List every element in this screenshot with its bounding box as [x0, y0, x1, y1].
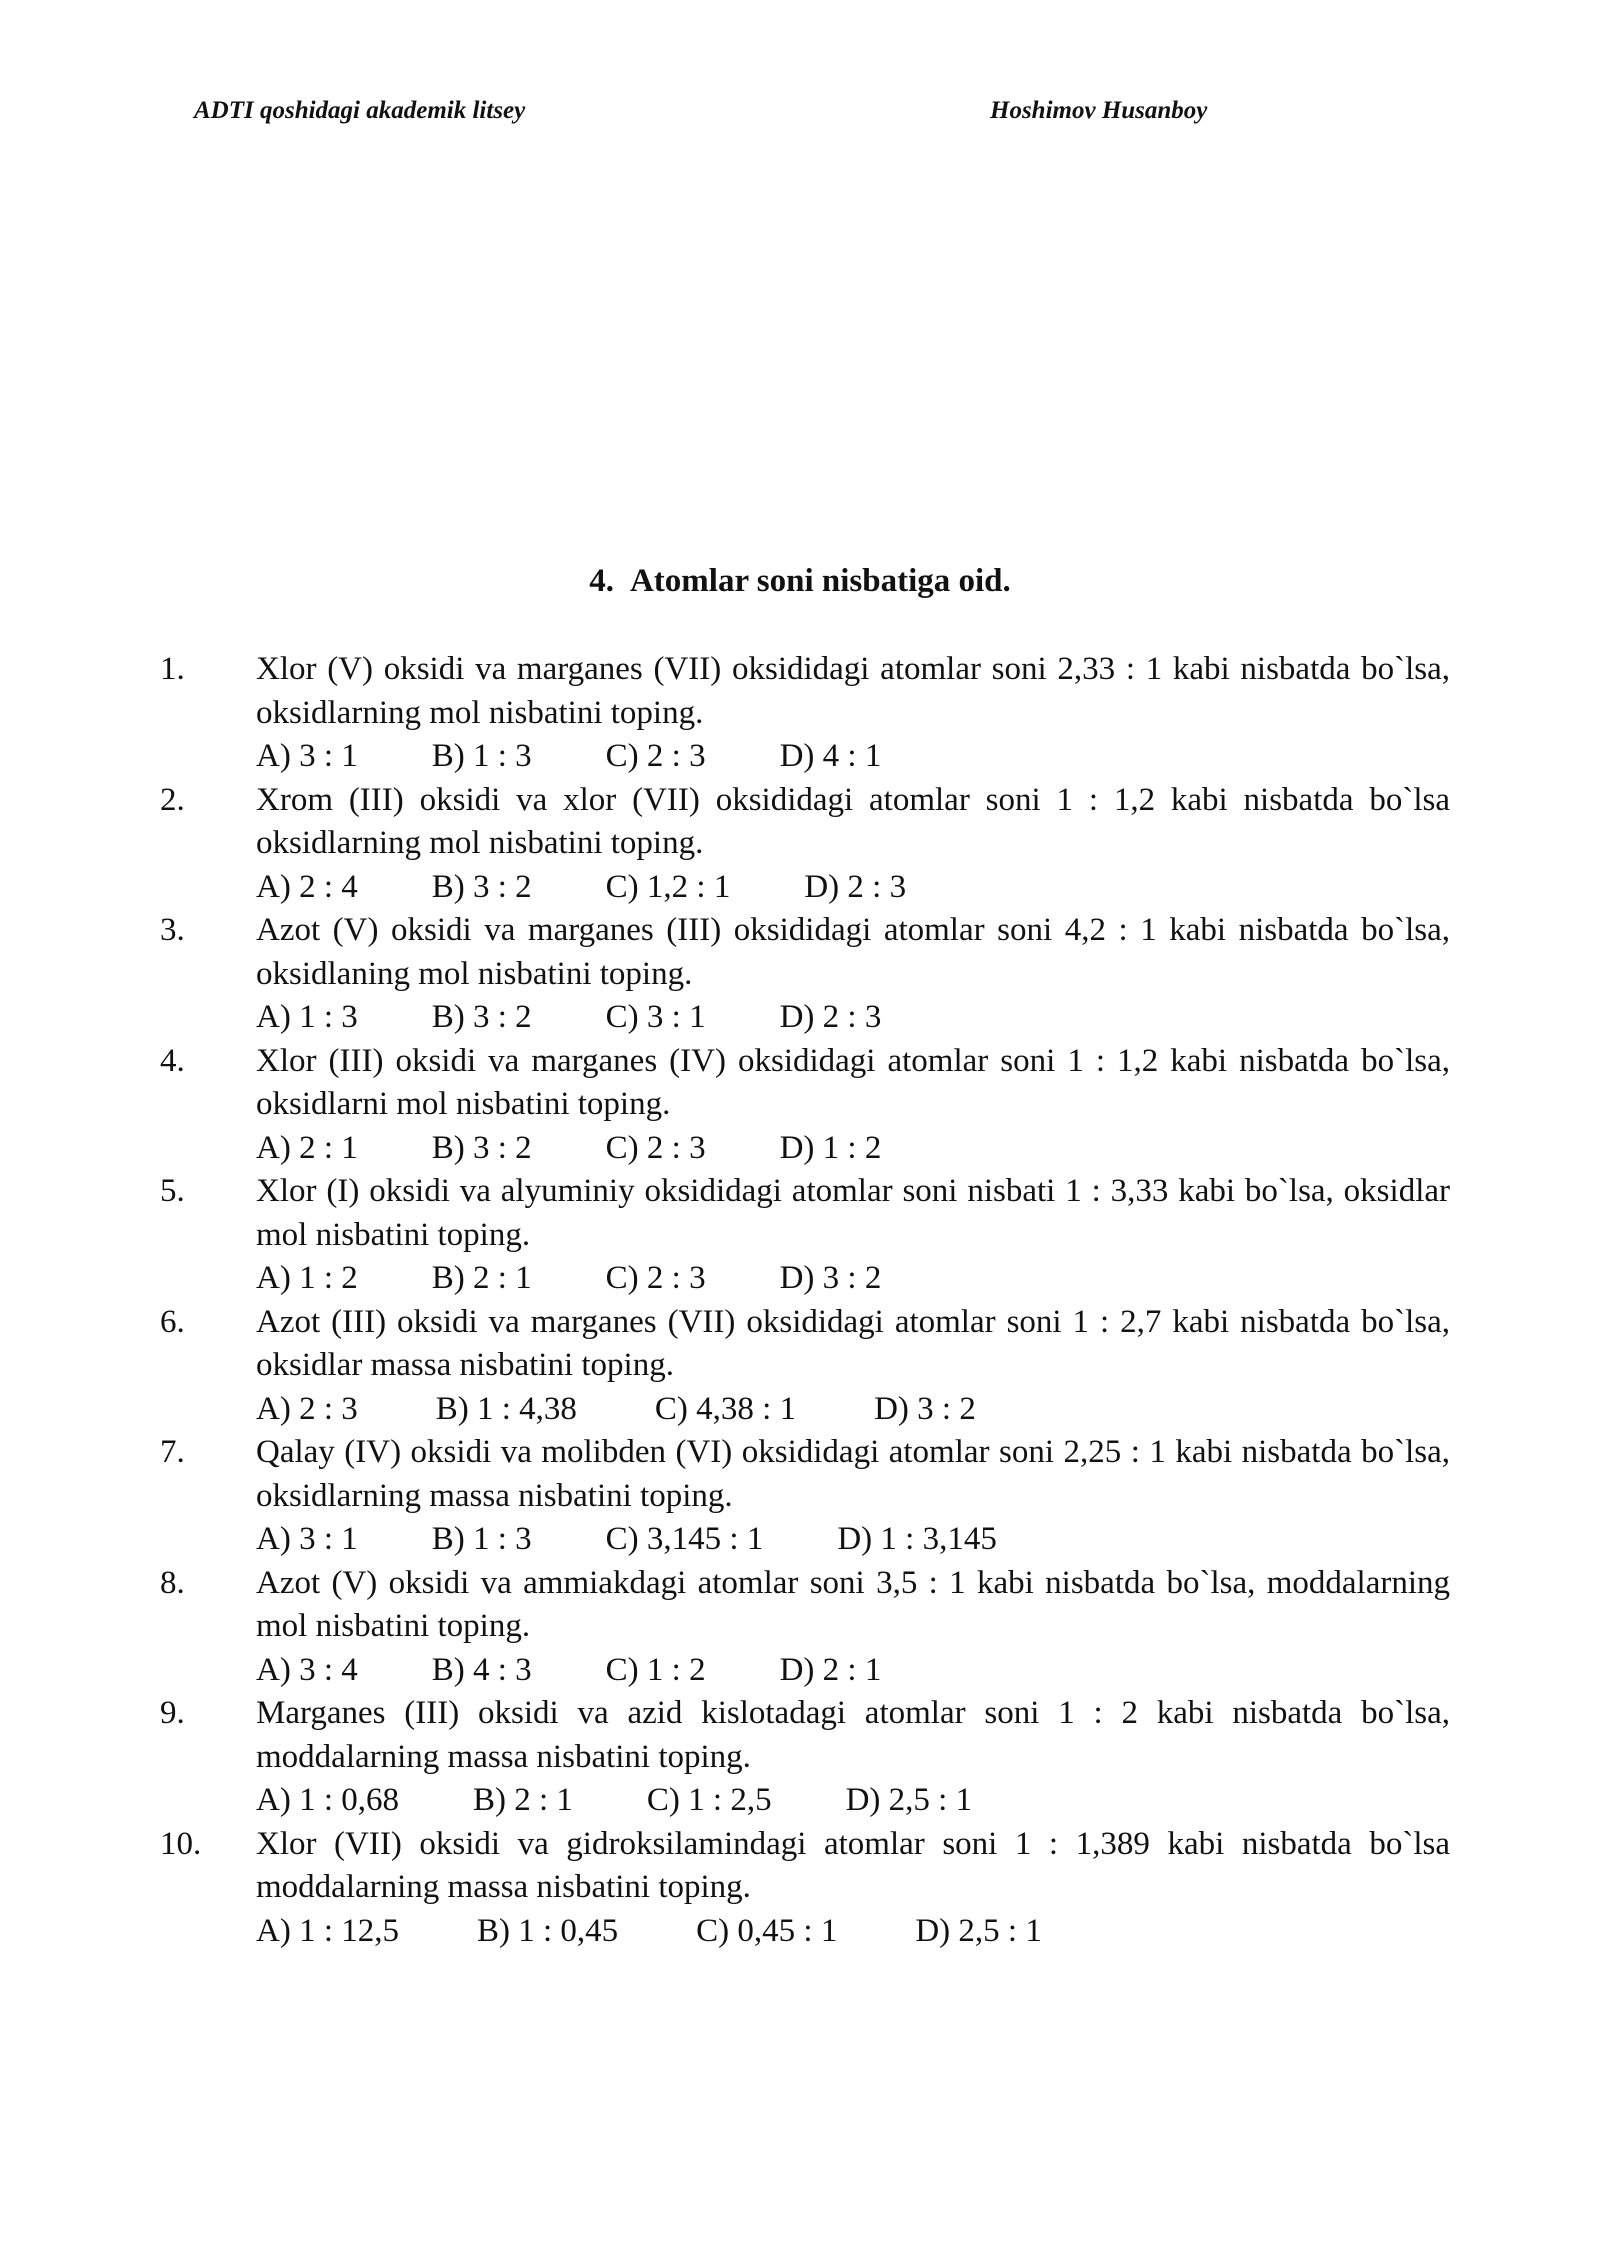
answer-option-d: D) 1 : 2	[779, 1129, 882, 1166]
answer-option-b: B) 3 : 2	[431, 868, 532, 905]
section-number: 4.	[589, 563, 614, 599]
question-number: 10.	[160, 1825, 202, 1862]
answer-option-c: C) 0,45 : 1	[696, 1912, 838, 1949]
question-item	[160, 1040, 1450, 1171]
answer-options	[256, 1910, 1450, 1954]
answer-option-b: B) 4 : 3	[431, 1651, 532, 1688]
section-title-text: Atomlar soni nisbatiga oid.	[629, 563, 1011, 599]
answer-option-b: B) 1 : 4,38	[435, 1390, 577, 1427]
question-text: Xlor (III) oksidi va marganes (IV) oksididagi atomlar soni 1 : 1,2 kabi nisbatda bo`lsa, oksidlarni mol nisbatini toping.	[256, 1042, 1450, 1122]
question-number: 1.	[160, 651, 185, 687]
question-text: Xlor (V) oksidi va marganes (VII) oksididagi atomlar soni 2,33 : 1 kabi nisbatda bo`lsa, oksidlarning mol nisbatini toping.	[256, 651, 1450, 731]
answer-options	[256, 1388, 1450, 1432]
answer-option-a: A) 1 : 12,5	[256, 1912, 399, 1949]
question-text: Azot (V) oksidi va ammiakdagi atomlar soni 3,5 : 1 kabi nisbatda bo`lsa, moddalarning mol nisbatini toping.	[256, 1564, 1450, 1644]
answer-option-a: A) 3 : 4	[256, 1651, 358, 1688]
answer-option-c: C) 2 : 3	[605, 1129, 706, 1166]
answer-option-a: A) 1 : 3	[256, 999, 358, 1035]
answer-option-d: D) 3 : 2	[874, 1390, 976, 1427]
answer-options	[256, 1518, 1450, 1562]
question-text: Qalay (IV) oksidi va molibden (VI) oksididagi atomlar soni 2,25 : 1 kabi nisbatda bo`lsa, oksidlarning massa nisbatini toping.	[256, 1434, 1450, 1514]
question-number: 8.	[160, 1564, 185, 1601]
answer-option-c: C) 1 : 2,5	[646, 1782, 772, 1818]
answer-option-a: A) 2 : 3	[256, 1390, 358, 1427]
answer-option-a: A) 3 : 1	[256, 738, 358, 774]
answer-options	[256, 1779, 1450, 1823]
question-item	[160, 1562, 1450, 1693]
answer-options	[256, 1257, 1450, 1301]
question-item	[160, 779, 1450, 910]
header-author-name: Hoshimov Husanboy	[990, 97, 1208, 124]
answer-options	[256, 866, 1450, 910]
question-text: Azot (III) oksidi va marganes (VII) oksididagi atomlar soni 1 : 2,7 kabi nisbatda bo`lsa, oksidlar massa nisbatini toping.	[256, 1303, 1450, 1383]
question-number: 9.	[160, 1695, 185, 1731]
answer-option-a: A) 3 : 1	[256, 1521, 358, 1557]
question-number: 7.	[160, 1434, 185, 1470]
answer-option-a: A) 2 : 4	[256, 868, 358, 905]
answer-option-d: D) 1 : 3,145	[837, 1521, 997, 1557]
question-text: Xlor (VII) oksidi va gidroksilamindagi atomlar soni 1 : 1,389 kabi nisbatda bo`lsa moddalarning massa nisbatini toping.	[256, 1825, 1450, 1905]
answer-option-d: D) 2 : 1	[779, 1651, 882, 1688]
answer-option-b: B) 1 : 3	[431, 738, 532, 774]
answer-option-c: C) 2 : 3	[605, 1260, 706, 1296]
answer-option-c: C) 1,2 : 1	[605, 868, 731, 905]
answer-option-d: D) 2 : 3	[804, 868, 907, 905]
question-text: Xrom (III) oksidi va xlor (VII) oksididagi atomlar soni 1 : 1,2 kabi nisbatda bo`lsa oksidlarning mol nisbatini toping.	[256, 781, 1450, 861]
question-number: 4.	[160, 1042, 185, 1079]
answer-option-d: D) 2,5 : 1	[915, 1912, 1042, 1949]
question-item	[160, 648, 1450, 779]
question-number: 6.	[160, 1303, 185, 1340]
answer-option-b: B) 3 : 2	[431, 999, 532, 1035]
question-item	[160, 1301, 1450, 1432]
answer-option-a: A) 1 : 2	[256, 1260, 358, 1296]
answer-option-b: B) 3 : 2	[431, 1129, 532, 1166]
question-item	[160, 1431, 1450, 1562]
answer-option-d: D) 4 : 1	[779, 738, 882, 774]
answer-option-c: C) 4,38 : 1	[654, 1390, 797, 1427]
answer-options	[256, 735, 1450, 779]
question-list	[160, 648, 1450, 1953]
answer-option-c: C) 1 : 2	[605, 1651, 706, 1688]
answer-options	[256, 1649, 1450, 1693]
answer-option-b: B) 2 : 1	[473, 1782, 573, 1818]
question-number: 2.	[160, 781, 185, 818]
section-title	[0, 563, 1600, 600]
question-item	[160, 1692, 1450, 1823]
answer-option-c: C) 2 : 3	[605, 738, 706, 774]
answer-option-b: B) 1 : 0,45	[477, 1912, 619, 1949]
question-item	[160, 1170, 1450, 1301]
answer-option-b: B) 1 : 3	[431, 1521, 532, 1557]
answer-option-a: A) 2 : 1	[256, 1129, 358, 1166]
question-number: 3.	[160, 912, 185, 948]
question-text: Xlor (I) oksidi va alyuminiy oksididagi atomlar soni nisbati 1 : 3,33 kabi bo`lsa, oksidlar mol nisbatini toping.	[256, 1173, 1450, 1253]
answer-option-d: D) 3 : 2	[779, 1260, 882, 1296]
answer-option-c: C) 3 : 1	[605, 999, 706, 1035]
question-text: Azot (V) oksidi va marganes (III) oksididagi atomlar soni 4,2 : 1 kabi nisbatda bo`lsa, oksidlaning mol nisbatini toping.	[256, 912, 1450, 992]
answer-option-d: D) 2,5 : 1	[845, 1782, 973, 1818]
answer-option-a: A) 1 : 0,68	[256, 1782, 399, 1818]
question-item	[160, 909, 1450, 1040]
question-text: Marganes (III) oksidi va azid kislotadagi atomlar soni 1 : 2 kabi nisbatda bo`lsa, moddalarning massa nisbatini toping.	[256, 1695, 1450, 1775]
question-number: 5.	[160, 1173, 185, 1209]
answer-options	[256, 996, 1450, 1040]
header-school-name: ADTI qoshidagi akademik litsey	[194, 97, 526, 124]
answer-option-d: D) 2 : 3	[779, 999, 882, 1035]
answer-options	[256, 1127, 1450, 1171]
answer-option-c: C) 3,145 : 1	[605, 1521, 764, 1557]
answer-option-b: B) 2 : 1	[431, 1260, 532, 1296]
question-item	[160, 1823, 1450, 1954]
